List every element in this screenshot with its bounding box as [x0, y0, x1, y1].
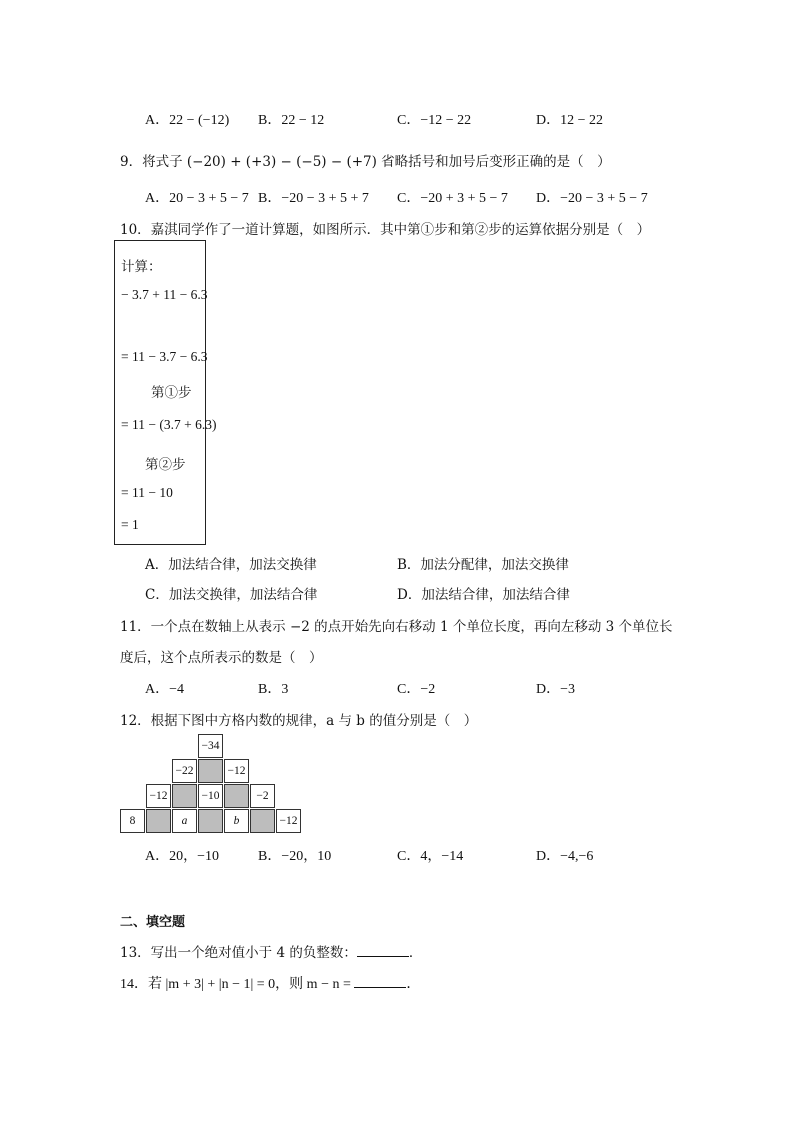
q10-stem: 10．嘉淇同学作了一道计算题，如图所示．其中第①步和第②步的运算依据分别是（ ） — [120, 222, 651, 238]
grid-cell-shaded — [198, 759, 223, 783]
answer-blank[interactable] — [354, 975, 406, 988]
q10-option-c: C．加法交换律，加法结合律 — [145, 587, 318, 603]
grid-cell: −22 — [172, 759, 197, 783]
grid-cell: −12 — [276, 809, 301, 833]
calc-step-1: 第①步 — [151, 385, 192, 401]
q9-option-a: A．20 − 3 + 5 − 7 — [145, 191, 249, 206]
q14-stem: 14．若 |m + 3| + |n − 1| = 0，则 m − n = — [120, 977, 351, 992]
grid-cell: −10 — [198, 784, 223, 808]
q9-stem: 9．将式子 (−20) + (+3) − (−5) − (+7) 省略括号和加号后变形正确的是（ ） — [120, 154, 611, 170]
calc-line-2: − 3.7 + 11 − 6.3 — [121, 287, 208, 302]
q11-option-c: C．−2 — [397, 682, 436, 697]
q12-option-d: D．−4,−6 — [536, 849, 594, 864]
answer-blank[interactable] — [357, 944, 409, 957]
calc-line-8: = 1 — [121, 517, 139, 532]
calc-line-5: = 11 − (3.7 + 6.3) — [121, 417, 217, 432]
q11-option-d: D．−3 — [536, 682, 576, 697]
grid-cell-b: b — [224, 809, 249, 833]
section-heading: 二、填空题 — [120, 915, 186, 930]
q12-option-c: C．4，−14 — [397, 849, 464, 864]
grid-cell-shaded — [224, 784, 249, 808]
q13 — [120, 941, 422, 961]
grid-cell-shaded — [172, 784, 197, 808]
q12-option-b: B．−20，10 — [258, 849, 332, 864]
q14-end: ． — [406, 977, 421, 992]
grid-cell: 8 — [120, 809, 145, 833]
q14 — [120, 973, 420, 993]
q9-option-d: D．−20 − 3 + 5 − 7 — [536, 191, 648, 206]
q11-option-a: A．−4 — [145, 682, 185, 697]
q11-stem-line-1: 11．一个点在数轴上从表示 −2 的点开始先向右移动 1 个单位长度，再向左移动 3 个单位长 — [120, 619, 673, 635]
grid-cell-shaded — [146, 809, 171, 833]
grid-cell-shaded — [250, 809, 275, 833]
q10-option-d: D．加法结合律，加法结合律 — [397, 587, 570, 603]
grid-cell-a: a — [172, 809, 197, 833]
calc-line-1: 计算： — [121, 259, 162, 275]
grid-cell: −34 — [198, 734, 223, 758]
calculation-box — [114, 240, 217, 545]
grid-cell: −2 — [250, 784, 275, 808]
q12-option-a: A．20，−10 — [145, 849, 220, 864]
q10-option-a: A．加法结合律，加法交换律 — [145, 557, 317, 573]
q8-option-a: A．22 − (−12) — [145, 113, 230, 128]
q8-option-b: B．22 − 12 — [258, 113, 325, 128]
grid-cell: −12 — [146, 784, 171, 808]
q11-option-b: B．3 — [258, 682, 289, 697]
q8-option-c: C．−12 − 22 — [397, 113, 472, 128]
number-pattern-grid — [120, 734, 302, 834]
q13-stem: 13．写出一个绝对值小于 4 的负整数： — [120, 945, 357, 961]
q10-option-b: B．加法分配律，加法交换律 — [397, 557, 569, 573]
q9-option-b: B．−20 − 3 + 5 + 7 — [258, 191, 369, 206]
q9-option-c: C．−20 + 3 + 5 − 7 — [397, 191, 508, 206]
q8-option-d: D．12 − 22 — [536, 113, 604, 128]
calc-line-7: = 11 − 10 — [121, 485, 173, 500]
calc-step-2: 第②步 — [145, 457, 186, 473]
grid-cell-shaded — [198, 809, 223, 833]
grid-cell: −12 — [224, 759, 249, 783]
q13-end: ． — [408, 945, 423, 961]
q11-stem-line-2: 度后，这个点所表示的数是（ ） — [120, 650, 323, 666]
calc-line-3: = 11 − 3.7 − 6.3 — [121, 349, 208, 364]
q12-stem: 12．根据下图中方格内数的规律，a 与 b 的值分别是（ ） — [120, 713, 478, 729]
